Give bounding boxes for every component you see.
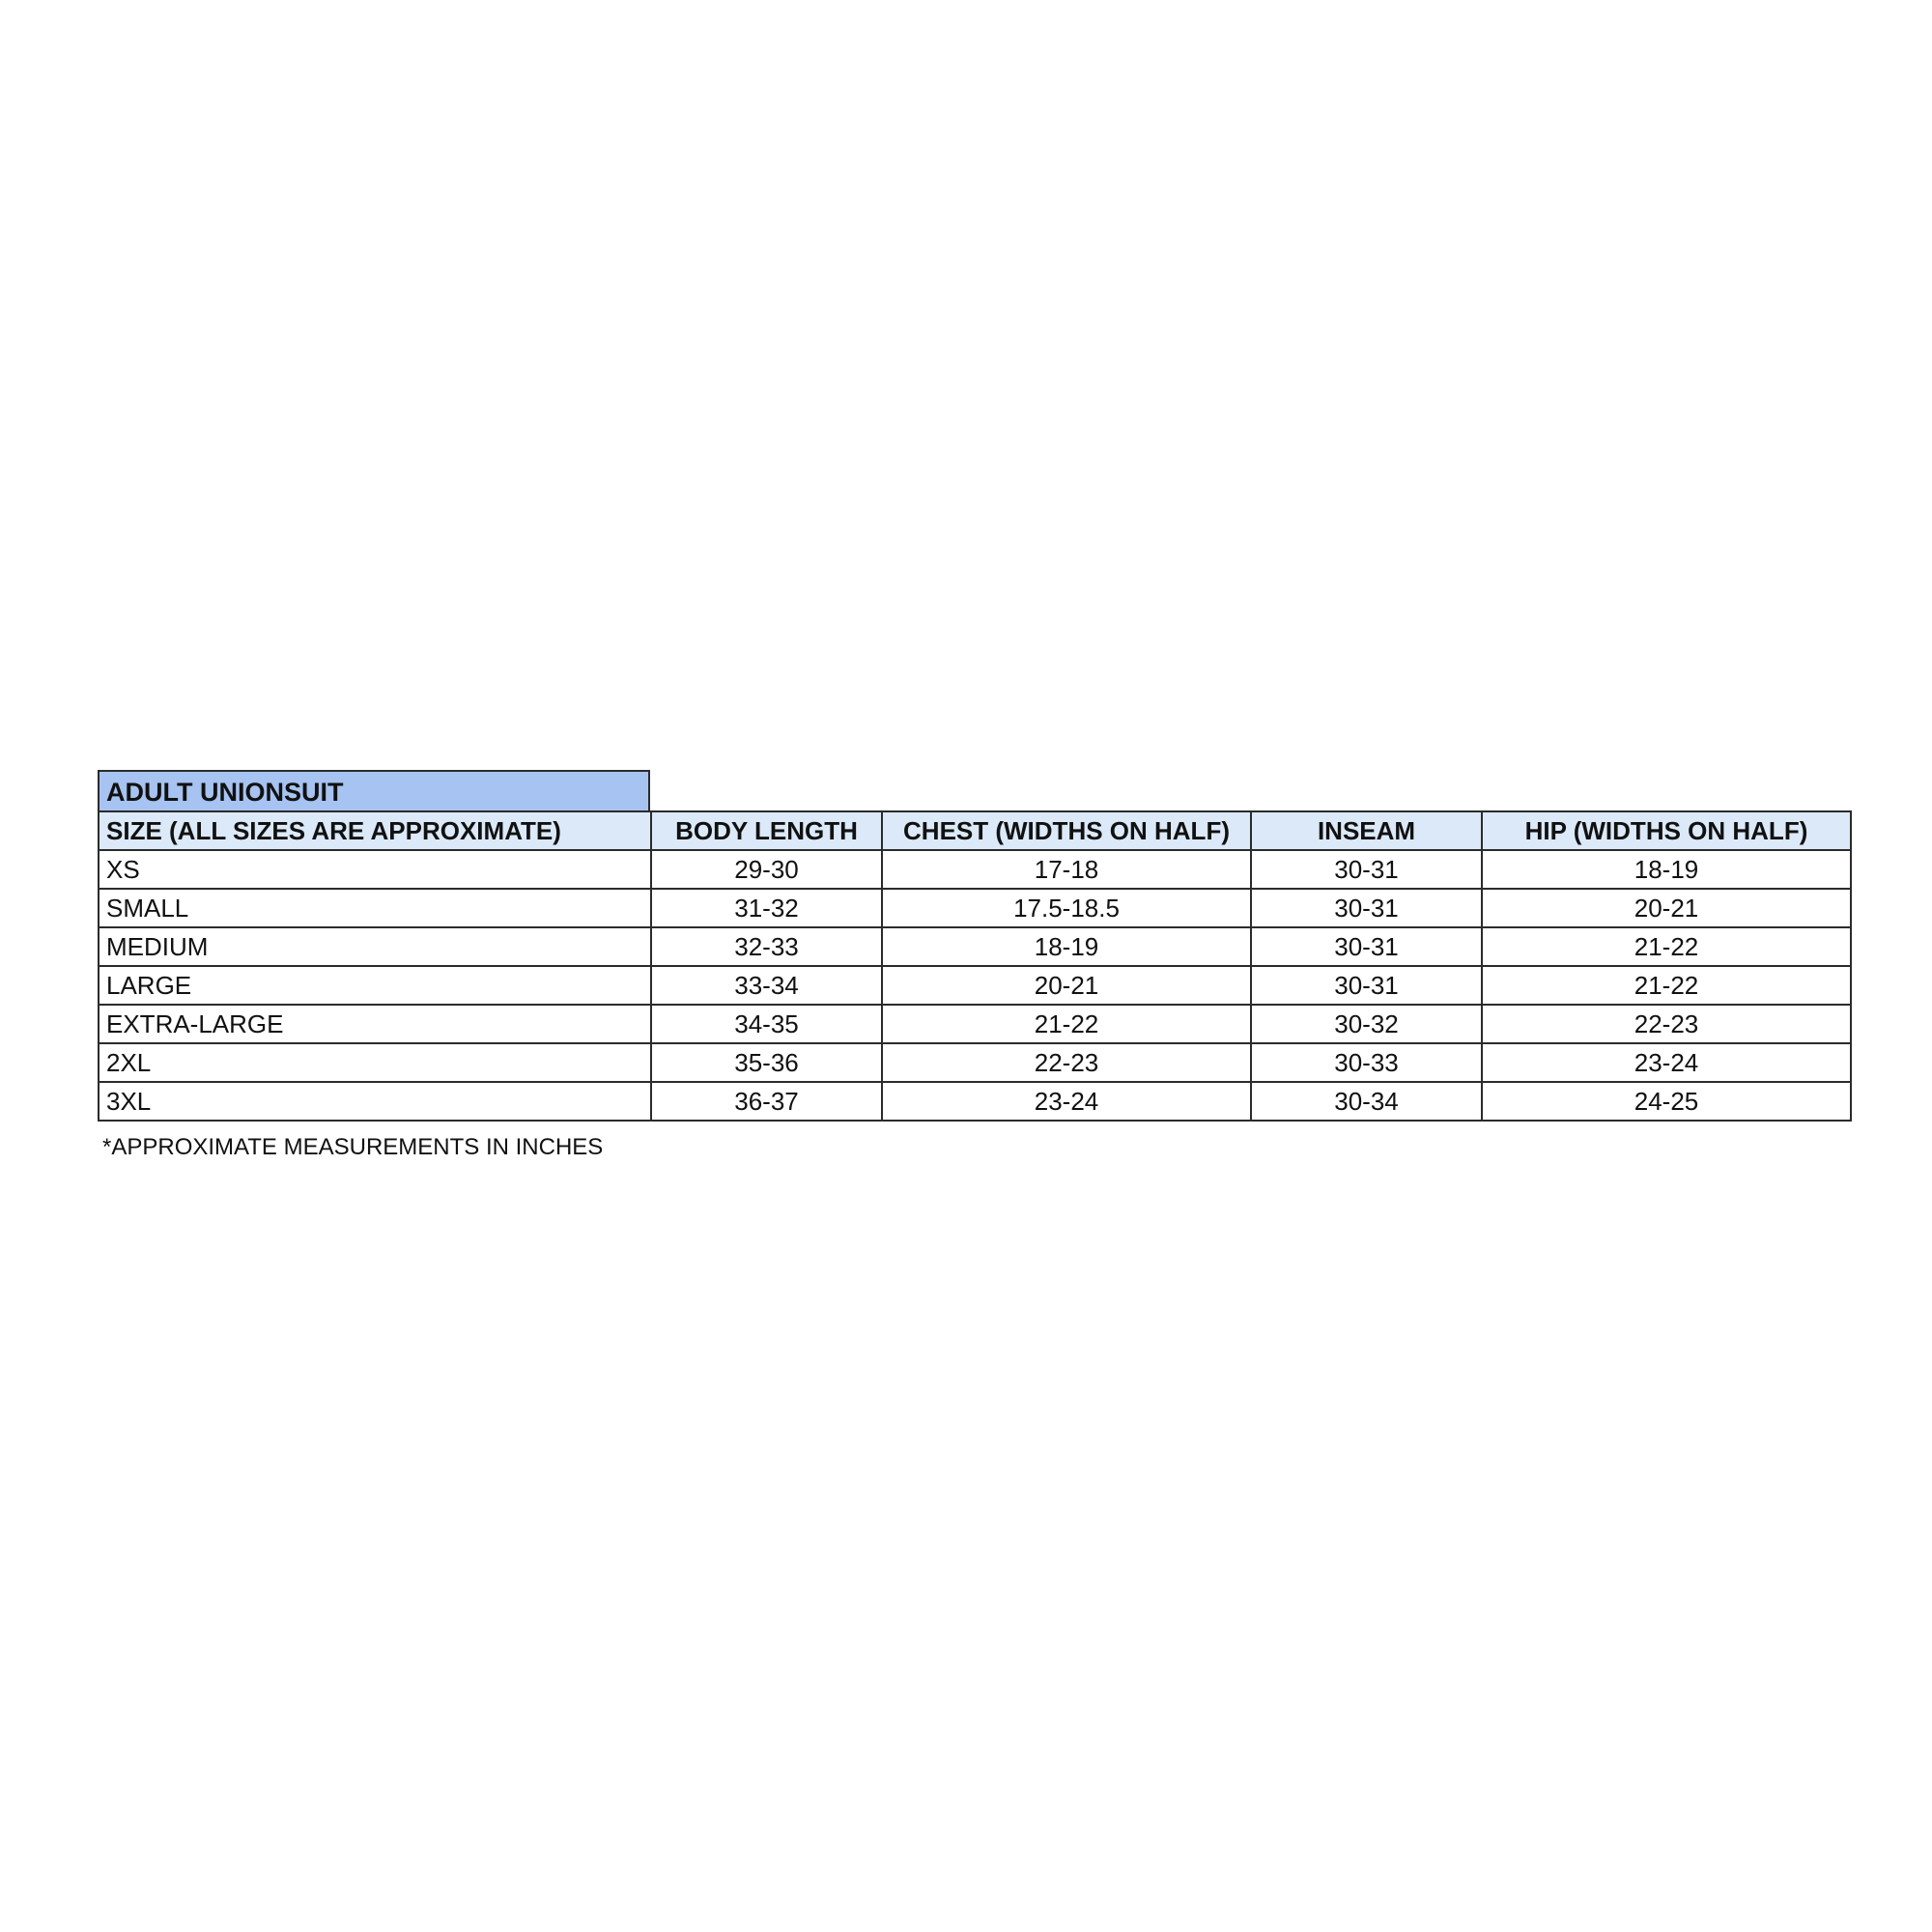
- size-cell: XS: [99, 850, 651, 889]
- column-header-hip: HIP (WIDTHS ON HALF): [1482, 811, 1851, 850]
- size-cell: 3XL: [99, 1082, 651, 1121]
- body-length-cell: 31-32: [651, 889, 882, 927]
- inseam-cell: 30-31: [1251, 850, 1482, 889]
- chest-cell: 21-22: [882, 1005, 1251, 1043]
- body-length-cell: 33-34: [651, 966, 882, 1005]
- inseam-cell: 30-33: [1251, 1043, 1482, 1082]
- table-row: [99, 850, 1851, 889]
- inseam-cell: 30-31: [1251, 927, 1482, 966]
- footnote: *APPROXIMATE MEASUREMENTS IN INCHES: [102, 1134, 604, 1160]
- hip-cell: 21-22: [1482, 966, 1851, 1005]
- table-title: ADULT UNIONSUIT: [98, 770, 650, 810]
- header-row: [99, 811, 1851, 850]
- table-row: [99, 889, 1851, 927]
- table-row: [99, 927, 1851, 966]
- size-chart: [98, 770, 1850, 1162]
- inseam-cell: 30-32: [1251, 1005, 1482, 1043]
- chest-cell: 17.5-18.5: [882, 889, 1251, 927]
- table-row: [99, 1082, 1851, 1121]
- column-header-body-length: BODY LENGTH: [651, 811, 882, 850]
- body-length-cell: 29-30: [651, 850, 882, 889]
- chest-cell: 20-21: [882, 966, 1251, 1005]
- hip-cell: 20-21: [1482, 889, 1851, 927]
- size-cell: EXTRA-LARGE: [99, 1005, 651, 1043]
- body-length-cell: 34-35: [651, 1005, 882, 1043]
- size-cell: SMALL: [99, 889, 651, 927]
- chest-cell: 18-19: [882, 927, 1251, 966]
- chest-cell: 17-18: [882, 850, 1251, 889]
- hip-cell: 24-25: [1482, 1082, 1851, 1121]
- table-row: [99, 1005, 1851, 1043]
- inseam-cell: 30-31: [1251, 966, 1482, 1005]
- table-row: [99, 966, 1851, 1005]
- body-length-cell: 36-37: [651, 1082, 882, 1121]
- inseam-cell: 30-31: [1251, 889, 1482, 927]
- inseam-cell: 30-34: [1251, 1082, 1482, 1121]
- hip-cell: 23-24: [1482, 1043, 1851, 1082]
- hip-cell: 21-22: [1482, 927, 1851, 966]
- body-length-cell: 35-36: [651, 1043, 882, 1082]
- size-cell: LARGE: [99, 966, 651, 1005]
- column-header-chest: CHEST (WIDTHS ON HALF): [882, 811, 1251, 850]
- chest-cell: 23-24: [882, 1082, 1251, 1121]
- chest-cell: 22-23: [882, 1043, 1251, 1082]
- hip-cell: 22-23: [1482, 1005, 1851, 1043]
- size-table: [98, 810, 1852, 1122]
- hip-cell: 18-19: [1482, 850, 1851, 889]
- size-cell: 2XL: [99, 1043, 651, 1082]
- column-header-inseam: INSEAM: [1251, 811, 1482, 850]
- size-cell: MEDIUM: [99, 927, 651, 966]
- column-header-size: SIZE (ALL SIZES ARE APPROXIMATE): [99, 811, 651, 850]
- table-row: [99, 1043, 1851, 1082]
- body-length-cell: 32-33: [651, 927, 882, 966]
